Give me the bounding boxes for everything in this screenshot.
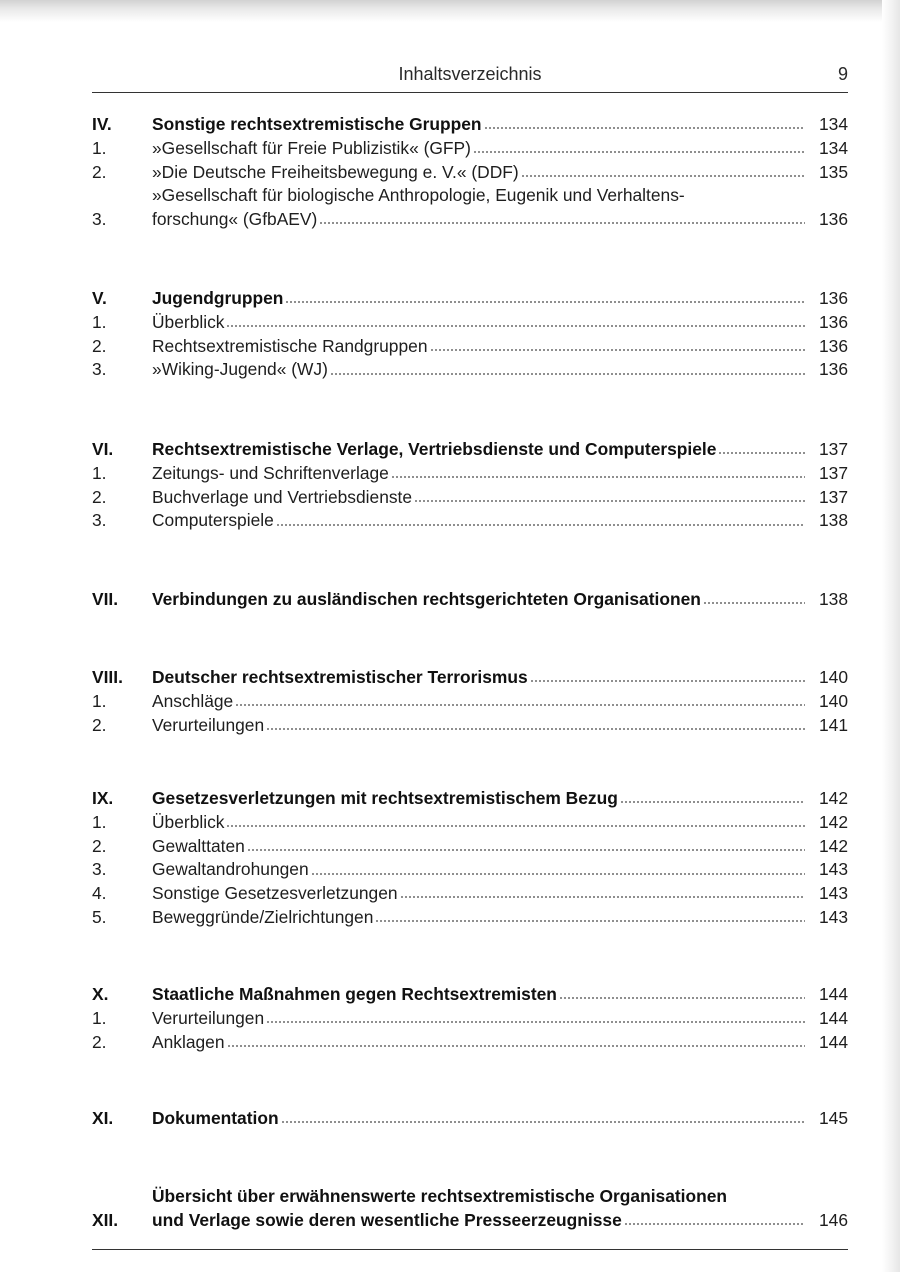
entry-number: 1. xyxy=(92,311,107,332)
dot-leader xyxy=(227,1043,805,1048)
dot-leader xyxy=(703,601,805,606)
dot-leader xyxy=(400,895,805,900)
section-entry[interactable] xyxy=(92,588,848,612)
entry-body xyxy=(152,113,848,137)
entry-page-number: 140 xyxy=(818,690,848,711)
entry-title-line1: Übersicht über erwähnenswerte rechtsextremistische Organisationen xyxy=(152,1186,728,1206)
entry-number: 5. xyxy=(92,906,107,927)
subsection-entry[interactable] xyxy=(92,811,848,835)
entry-page-number: 134 xyxy=(818,114,848,134)
entry-page-number: 136 xyxy=(818,311,848,332)
entry-title: Gewaltandrohungen xyxy=(152,859,309,880)
entry-body xyxy=(152,983,848,1007)
entry-number: 3. xyxy=(92,510,107,531)
entry-body xyxy=(152,184,848,232)
entry-title: Jugendgruppen xyxy=(152,288,284,308)
dot-leader xyxy=(375,919,805,924)
entry-page-number: 142 xyxy=(818,835,848,856)
subsection-entry[interactable] xyxy=(92,509,848,533)
section-entry[interactable] xyxy=(92,787,848,811)
dot-leader xyxy=(281,1120,805,1125)
entry-page-number: 146 xyxy=(818,1209,848,1230)
entry-number: 2. xyxy=(92,161,107,182)
dot-leader xyxy=(311,871,805,876)
entry-title: Beweggründe/Zielrichtungen xyxy=(152,906,374,927)
entry-number: 4. xyxy=(92,883,107,904)
section-entry[interactable] xyxy=(92,287,848,311)
subsection-entry[interactable] xyxy=(92,835,848,859)
entry-title: Verurteilungen xyxy=(152,714,265,735)
subsection-entry[interactable] xyxy=(92,137,848,161)
scan-shadow-top xyxy=(0,0,900,22)
scan-shadow-right xyxy=(882,0,900,1272)
subsection-entry[interactable] xyxy=(92,462,848,486)
entry-body xyxy=(152,486,848,510)
entry-title: »Gesellschaft für Freie Publizistik« (GFP) xyxy=(152,137,471,158)
dot-leader xyxy=(226,824,805,829)
subsection-entry[interactable] xyxy=(92,714,848,738)
entry-number: 2. xyxy=(92,486,107,507)
dot-leader xyxy=(414,498,805,503)
entry-page-number: 144 xyxy=(818,984,848,1004)
section-entry[interactable] xyxy=(92,983,848,1007)
entry-title: Rechtsextremistische Randgruppen xyxy=(152,335,428,356)
entry-body xyxy=(152,858,848,882)
toc-section xyxy=(92,287,848,382)
entry-page-number: 144 xyxy=(818,1007,848,1028)
entry-number: XII. xyxy=(92,1209,119,1230)
entry-page-number: 138 xyxy=(818,510,848,531)
entry-title: Dokumentation xyxy=(152,1108,279,1128)
entry-body xyxy=(152,1031,848,1055)
entry-title: Rechtsextremistische Verlage, Vertriebsdienste und Computerspiele xyxy=(152,439,717,459)
entry-title: »Wiking-Jugend« (WJ) xyxy=(152,359,328,380)
entry-title: Verurteilungen xyxy=(152,1007,265,1028)
dot-leader xyxy=(620,800,805,805)
entry-number: 2. xyxy=(92,835,107,856)
subsection-entry[interactable] xyxy=(92,486,848,510)
dot-leader xyxy=(430,347,806,352)
entry-body xyxy=(152,835,848,859)
entry-body xyxy=(152,1007,848,1031)
subsection-entry[interactable] xyxy=(92,184,848,232)
entry-body xyxy=(152,882,848,906)
entry-title: Computerspiele xyxy=(152,510,274,531)
subsection-entry[interactable] xyxy=(92,311,848,335)
entry-number: 2. xyxy=(92,714,107,735)
dot-leader xyxy=(473,150,805,155)
entry-body xyxy=(152,335,848,359)
entry-body xyxy=(152,358,848,382)
entry-page-number: 137 xyxy=(818,486,848,507)
entry-page-number: 138 xyxy=(818,589,848,609)
entry-page-number: 142 xyxy=(818,788,848,808)
entry-number: 2. xyxy=(92,335,107,356)
entry-number: 2. xyxy=(92,1031,107,1052)
entry-body xyxy=(152,137,848,161)
entry-number: 1. xyxy=(92,462,107,483)
entry-body xyxy=(152,714,848,738)
entry-page-number: 145 xyxy=(818,1108,848,1128)
page-header xyxy=(92,62,848,93)
entry-title: Buchverlage und Vertriebsdienste xyxy=(152,486,413,507)
dot-leader xyxy=(484,126,805,131)
entry-title-line1: »Gesellschaft für biologische Anthropologie, Eugenik und Verhaltens- xyxy=(152,185,685,206)
entry-page-number: 136 xyxy=(818,288,848,308)
section-entry[interactable] xyxy=(92,1107,848,1131)
dot-leader xyxy=(247,847,805,852)
header-title: Inhaltsverzeichnis xyxy=(398,64,542,84)
entry-number: 3. xyxy=(92,859,107,880)
subsection-entry[interactable] xyxy=(92,358,848,382)
section-entry[interactable] xyxy=(92,113,848,137)
entry-body xyxy=(152,509,848,533)
toc-section xyxy=(92,1185,848,1233)
dot-leader xyxy=(391,475,805,480)
dot-leader xyxy=(235,703,805,708)
entry-number: 3. xyxy=(92,359,107,380)
entry-number: 1. xyxy=(92,137,107,158)
entry-number: X. xyxy=(92,984,109,1004)
entry-page-number: 141 xyxy=(818,714,848,735)
entry-page-number: 136 xyxy=(818,359,848,380)
dot-leader xyxy=(319,221,805,226)
dot-leader xyxy=(521,173,805,178)
toc-section xyxy=(92,588,848,612)
footer-rule xyxy=(92,1249,848,1250)
subsection-entry[interactable] xyxy=(92,1031,848,1055)
entry-title: Gesetzesverletzungen mit rechtsextremistischem Bezug xyxy=(152,788,618,808)
entry-number: 1. xyxy=(92,1007,107,1028)
entry-title-line2-row xyxy=(152,1209,848,1233)
toc-section xyxy=(92,438,848,533)
toc-section xyxy=(92,1107,848,1131)
entry-title-wrap xyxy=(152,1185,848,1233)
entry-title: »Die Deutsche Freiheitsbewegung e. V.« (DDF) xyxy=(152,161,519,182)
header-page-number: 9 xyxy=(837,64,848,84)
entry-title: Deutscher rechtsextremistischer Terrorismus xyxy=(152,667,528,687)
entry-title-line2-row xyxy=(152,208,848,232)
entry-number: IX. xyxy=(92,788,114,808)
entry-number: 1. xyxy=(92,811,107,832)
toc-section xyxy=(92,666,848,737)
entry-page-number: 136 xyxy=(818,209,848,230)
entry-number: VII. xyxy=(92,589,119,609)
subsection-entry[interactable] xyxy=(92,882,848,906)
entry-body xyxy=(152,906,848,930)
entry-body xyxy=(152,311,848,335)
entry-body xyxy=(152,462,848,486)
dot-leader xyxy=(530,679,805,684)
entry-page-number: 143 xyxy=(818,906,848,927)
entry-title-line2: und Verlage sowie deren wesentliche Presseerzeugnisse xyxy=(152,1209,622,1230)
entry-number: VI. xyxy=(92,439,114,459)
entry-page-number: 140 xyxy=(818,667,848,687)
entry-body xyxy=(152,438,848,462)
entry-body xyxy=(152,666,848,690)
entry-page-number: 137 xyxy=(818,462,848,483)
dot-leader xyxy=(718,451,805,456)
subsection-entry[interactable] xyxy=(92,161,848,185)
entry-page-number: 134 xyxy=(818,137,848,158)
entry-title-wrap xyxy=(152,184,848,232)
entry-body xyxy=(152,588,848,612)
entry-number: VIII. xyxy=(92,667,123,687)
entry-title: Staatliche Maßnahmen gegen Rechtsextremisten xyxy=(152,984,557,1004)
toc-section xyxy=(92,983,848,1054)
entry-body xyxy=(152,811,848,835)
entry-number: 1. xyxy=(92,690,107,711)
subsection-entry[interactable] xyxy=(92,335,848,359)
entry-title: Anklagen xyxy=(152,1031,225,1052)
entry-title: Sonstige rechtsextremistische Gruppen xyxy=(152,114,482,134)
entry-title: Gewalttaten xyxy=(152,835,245,856)
entry-body xyxy=(152,787,848,811)
dot-leader xyxy=(266,726,805,731)
entry-title: Sonstige Gesetzesverletzungen xyxy=(152,883,398,904)
entry-page-number: 136 xyxy=(818,335,848,356)
section-entry[interactable] xyxy=(92,1185,848,1233)
entry-number: XI. xyxy=(92,1108,114,1128)
dot-leader xyxy=(559,996,805,1001)
entry-body xyxy=(152,287,848,311)
entry-number: 3. xyxy=(92,209,107,230)
entry-body xyxy=(152,1107,848,1131)
dot-leader xyxy=(330,371,805,376)
section-entry[interactable] xyxy=(92,438,848,462)
entry-body xyxy=(152,690,848,714)
dot-leader xyxy=(276,522,805,527)
dot-leader xyxy=(266,1020,805,1025)
entry-page-number: 142 xyxy=(818,811,848,832)
entry-page-number: 143 xyxy=(818,883,848,904)
dot-leader xyxy=(624,1222,805,1227)
subsection-entry[interactable] xyxy=(92,1007,848,1031)
subsection-entry[interactable] xyxy=(92,690,848,714)
subsection-entry[interactable] xyxy=(92,858,848,882)
entry-title: Verbindungen zu ausländischen rechtsgerichteten Organisationen xyxy=(152,589,701,609)
entry-title: Überblick xyxy=(152,811,225,832)
entry-number: V. xyxy=(92,288,107,308)
subsection-entry[interactable] xyxy=(92,906,848,930)
dot-leader xyxy=(285,300,805,305)
entry-title: Zeitungs- und Schriftenverlage xyxy=(152,462,389,483)
entry-title: Anschläge xyxy=(152,690,234,711)
toc-section xyxy=(92,787,848,930)
entry-body xyxy=(152,1185,848,1233)
entry-page-number: 135 xyxy=(818,161,848,182)
entry-title: Überblick xyxy=(152,311,225,332)
entry-body xyxy=(152,161,848,185)
entry-page-number: 143 xyxy=(818,859,848,880)
entry-title-line2: forschung« (GfbAEV) xyxy=(152,209,318,230)
toc-section xyxy=(92,113,848,232)
section-entry[interactable] xyxy=(92,666,848,690)
entry-page-number: 137 xyxy=(818,439,848,459)
entry-number: IV. xyxy=(92,114,112,134)
dot-leader xyxy=(226,324,805,329)
entry-page-number: 144 xyxy=(818,1031,848,1052)
